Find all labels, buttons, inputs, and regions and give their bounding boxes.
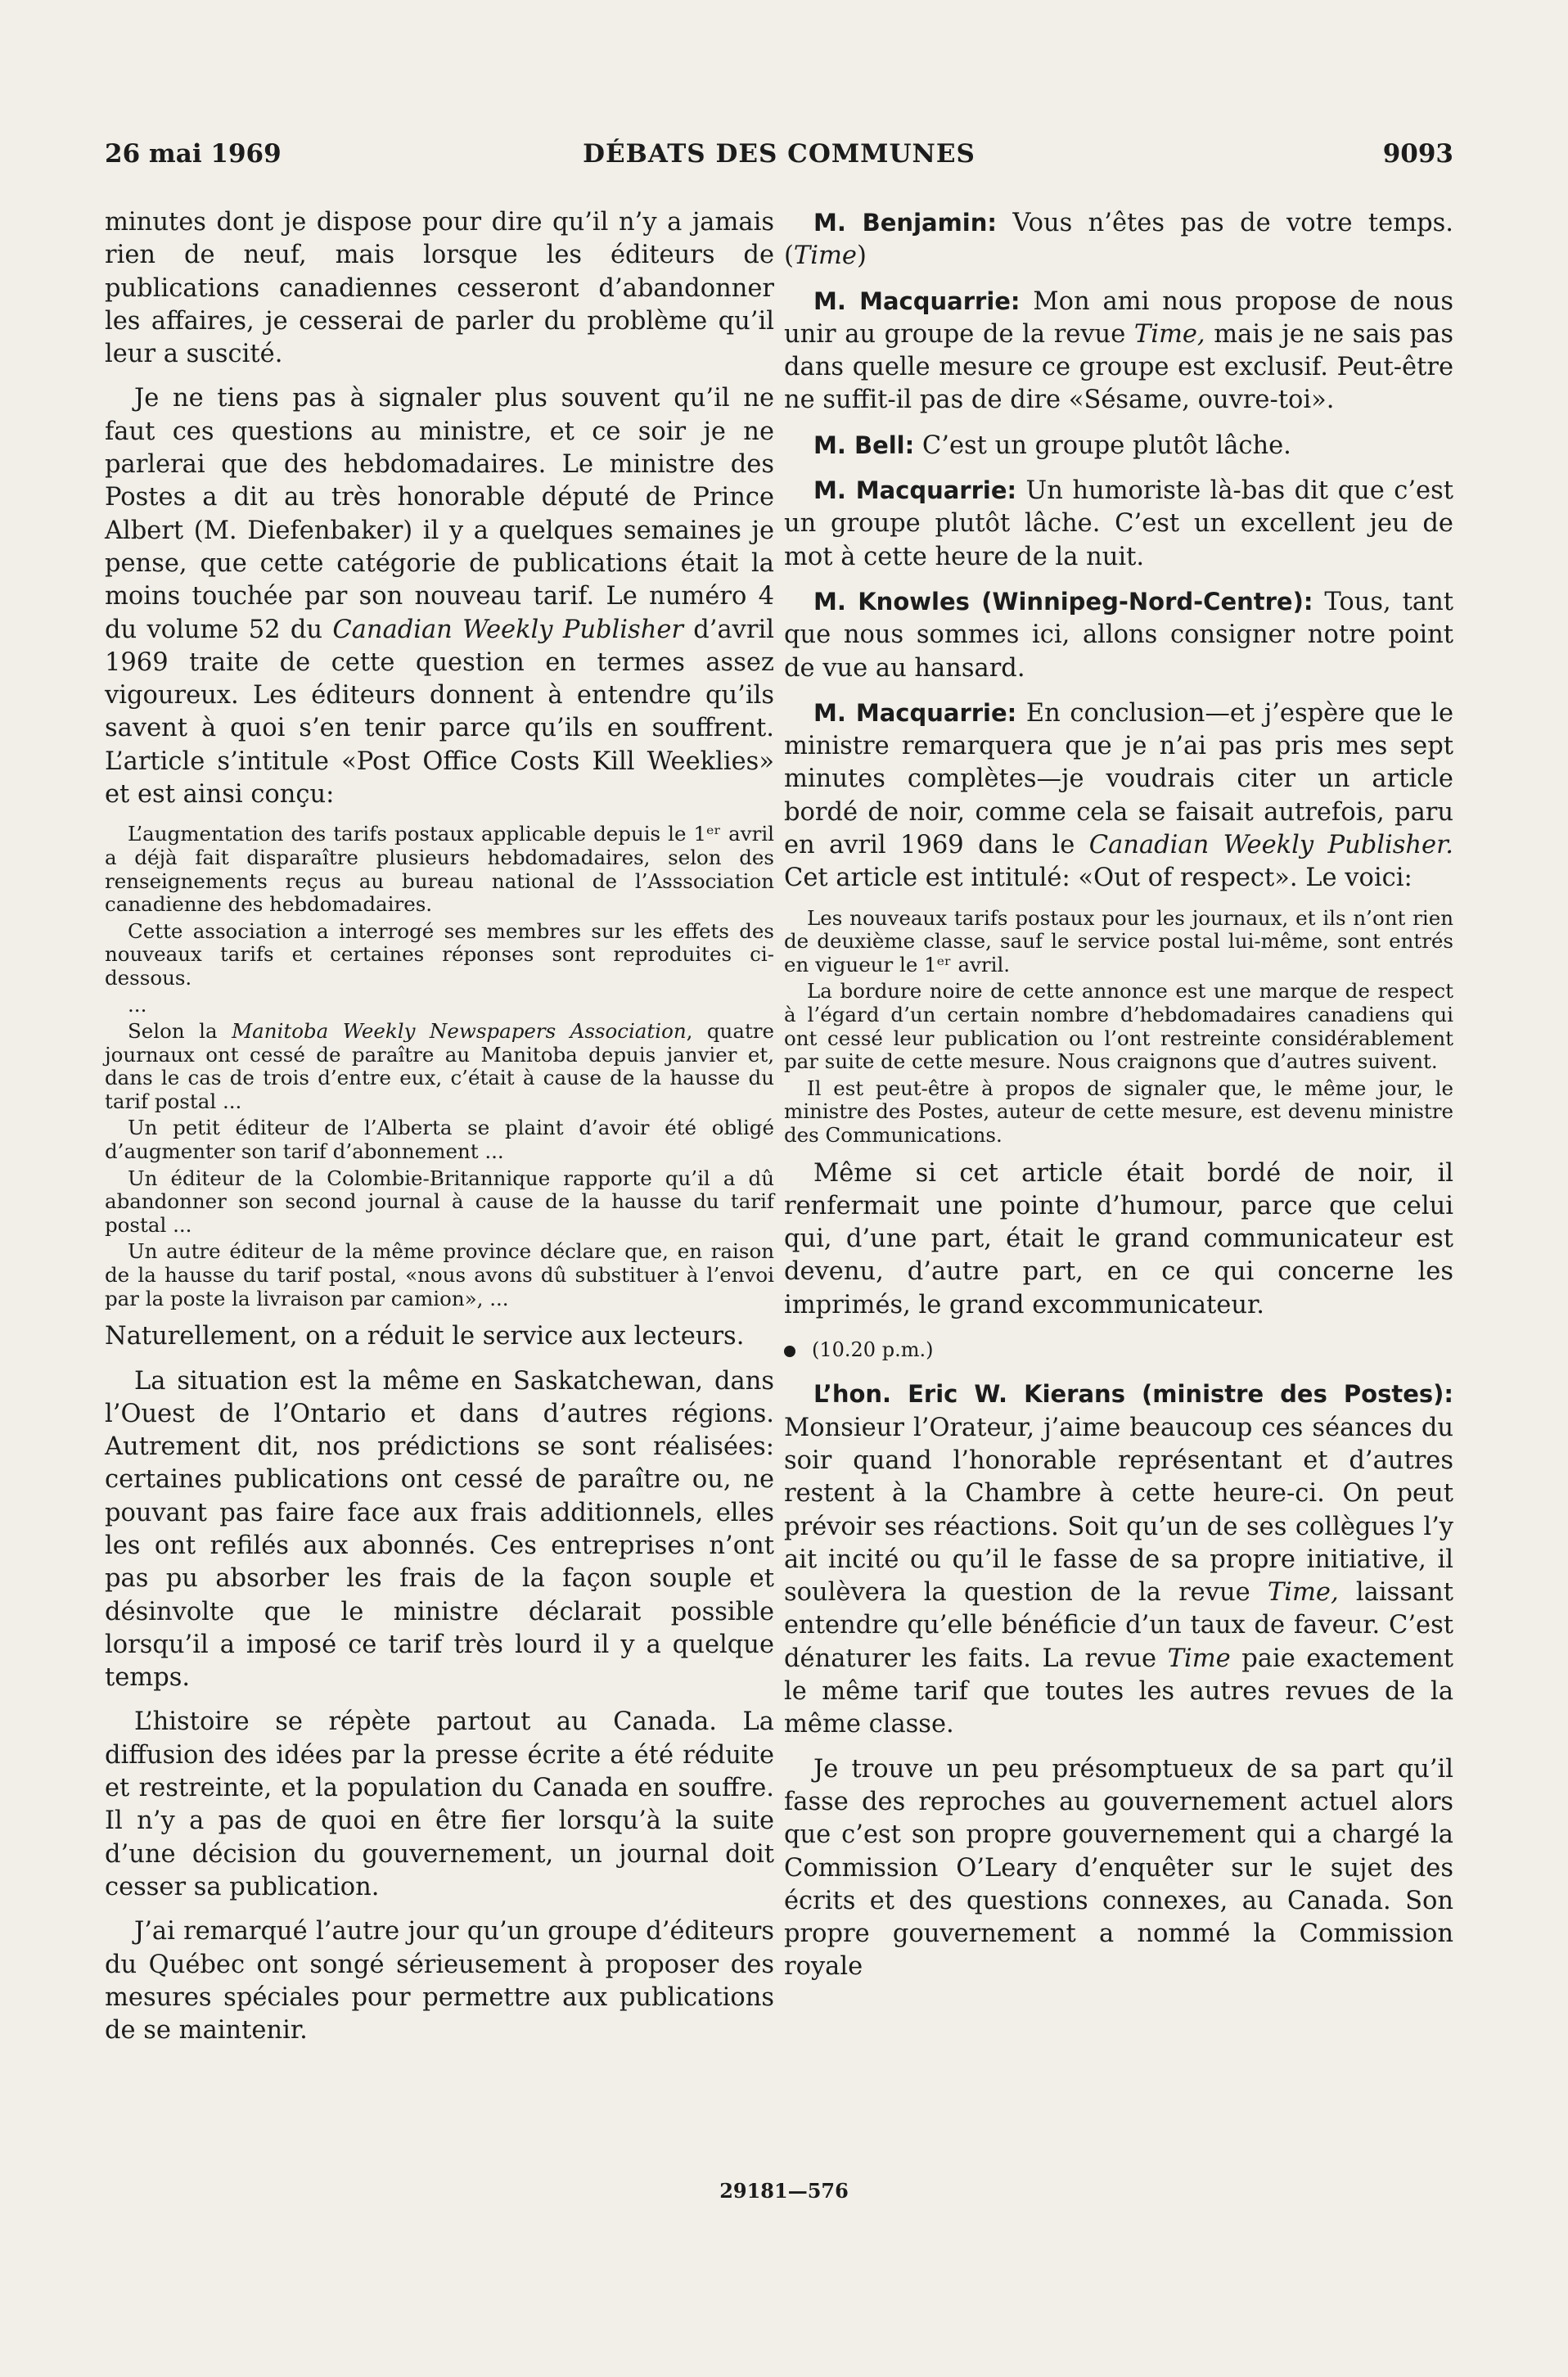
paragraph: Même si cet article était bordé de noir, il renfermait une pointe d’humour, parce que celui qui, d’une part, était le grand communicateur est devenu, d’autre part, en ce qui concerne les imprimés, le grand excommunicateur.: [784, 1158, 1453, 1319]
time-stamp: [784, 1333, 1453, 1366]
quote-paragraph: Cette association a interrogé ses membres sur les effets des nouveaux tarifs et certaines réponses sont reproduites ci-dessous.: [105, 918, 774, 990]
quote-paragraph: [105, 1020, 774, 1113]
speech: [784, 429, 1453, 462]
paragraph: Je trouve un peu présomptueux de sa part qu’il fasse des reproches au gouvernement actuel alors que c’est son propre gouvernement qui a chargé la Commission O’Leary d’enquêter sur le sujet des écrits et des questions connexes, au Canada. Son propre gouvernement a nommé la Commission royale: [784, 1754, 1453, 1982]
paragraph: L’histoire se répète partout au Canada. La diffusion des idées par la presse écrite a été réduite et restreinte, et la population du Canada en souffre. Il n’y a pas de quoi en être fier lorsqu’à la suite d’une décision du gouvernement, un journal doit cesser sa publication.: [105, 1707, 774, 1901]
text: C’est un groupe plutôt lâche.: [914, 431, 1291, 460]
speaker-name: M. Knowles (Winnipeg-Nord-Centre):: [813, 587, 1313, 616]
text: , quatre journaux ont cessé de paraître au Manitoba depuis janvier et, dans le cas de trois d’entre eux, c’était à cause de la hausse du tarif postal ...: [105, 1019, 775, 1113]
text: Je ne tiens pas à signaler plus souvent qu’il ne faut ces questions au ministre, et ce soir je ne parlerai que des hebdomadaires. Le ministre des Postes a dit au très honorable député de Prince Albert (M. Diefenbaker) il y a quelques semaines je pense, que cette catégorie de publications était la moins touchée par son nouveau tarif. Le numéro 4 du volume 52 du: [105, 384, 774, 644]
quote-paragraph: Un petit éditeur de l’Alberta se plaint d’avoir été obligé d’augmenter son tarif d’abonnement ...: [105, 1116, 774, 1164]
header-date: 26 mai 1969: [105, 139, 282, 169]
time-text: (10.20 p.m.): [812, 1338, 934, 1362]
bullet-icon: [784, 1346, 795, 1357]
text: Monsieur l’Orateur, j’aime beaucoup ces séances du soir quand l’honorable représentant et d’autres restent à la Chambre à cette heure-ci. On peut prévoir ses réactions. Soit qu’un de ses collègues l’y ait incité ou qu’il le fasse de sa propre initiative, il soulèvera la question de la revue: [784, 1413, 1453, 1608]
speaker-name: L’hon. Eric W. Kierans (ministre des Postes):: [813, 1380, 1453, 1409]
quote-paragraph: Il est peut-être à propos de signaler que, le même jour, le ministre des Postes, auteur de cette mesure, est devenu ministre des Communications.: [784, 1076, 1453, 1147]
quote-paragraph: Les nouveaux tarifs postaux pour les journaux, et ils n’ont rien de deuxième classe, sauf le service postal lui-même, sont entrés en vigueur le 1ᵉʳ avril.: [784, 905, 1453, 977]
block-quote: [105, 823, 774, 1310]
quote-paragraph: Un éditeur de la Colombie-Britannique rapporte qu’il a dû abandonner son second journal à cause de la hausse du tarif postal ...: [105, 1166, 774, 1237]
speech: [784, 585, 1453, 685]
page-footer-code: 29181—576: [719, 2179, 849, 2203]
paragraph: J’ai remarqué l’autre jour qu’un groupe d’éditeurs du Québec ont songé sérieusement à proposer des mesures spéciales pour permettre aux publications de se maintenir.: [105, 1917, 774, 2045]
header-title: DÉBATS DES COMMUNES: [583, 139, 975, 169]
publication-title: Canadian Weekly Publisher.: [1088, 831, 1453, 860]
paragraph: Naturellement, on a réduit le service aux lecteurs.: [105, 1322, 745, 1351]
quote-paragraph: L’augmentation des tarifs postaux applicable depuis le 1ᵉʳ avril a déjà fait disparaître plusieurs hebdomadaires, selon des renseignements reçus au bureau national de l’Asssociation canadienne des hebdomadaires.: [105, 822, 774, 917]
speaker-name: M. Macquarrie:: [813, 698, 1017, 727]
text: paie exactement le même tarif que toutes les autres revues de la même classe.: [784, 1644, 1453, 1739]
publication-title: Time: [1167, 1644, 1231, 1673]
header-page-number: 9093: [1382, 139, 1453, 169]
publication-title: Time,: [1267, 1578, 1339, 1608]
speech: [784, 1378, 1453, 1741]
paragraph: La situation est la même en Saskatchewan, dans l’Ouest de l’Ontario et dans d’autres régions. Autrement dit, nos prédictions se sont réalisées: certaines publications ont cessé de paraître ou, ne pouvant pas faire face aux frais additionnels, elles les ont refilés aux abonnés. Ces entreprises n’ont pas pu absorber les frais de la façon souple et désinvolte que le ministre déclarait possible lorsqu’il a imposé ce tarif très lourd il y a quelque temps.: [105, 1366, 774, 1693]
text: d’avril 1969 traite de cette question en termes assez vigoureux. Les éditeurs donnent à entendre qu’ils savent à quoi s’en tenir parce qu’ils en souffrent. L’article s’intitule «Post Office Costs Kill Weeklies» et est ainsi conçu:: [105, 615, 774, 810]
text: mais je ne sais pas dans quelle mesure ce groupe est exclusif. Peut-être ne suffit-il pas de dire «Sésame, ouvre-toi».: [784, 319, 1453, 415]
right-column: [784, 206, 1453, 1996]
publication-title: Time: [793, 241, 857, 271]
paragraph: minutes dont je dispose pour dire qu’il n’y a jamais rien de neuf, mais lorsque les éditeurs de publications canadiennes cesseront d’abandonner les affaires, je cesserai de parler du problème qu’il leur a suscité.: [105, 208, 774, 369]
speech: [784, 474, 1453, 574]
organization-name: Manitoba Weekly Newspapers Association: [232, 1019, 687, 1044]
text: Tous, tant que nous sommes ici, allons consigner notre point de vue au hansard.: [784, 587, 1453, 683]
text: ): [856, 241, 867, 271]
paragraph: [105, 382, 774, 811]
speech: [784, 285, 1453, 417]
text: laissant entendre qu’elle bénéficie d’un taux de faveur. C’est dénaturer les faits. La revue: [784, 1578, 1453, 1673]
publication-title: Canadian Weekly Publisher: [332, 615, 683, 644]
speech: [784, 206, 1453, 273]
publication-title: Time,: [1133, 319, 1205, 349]
text: Vous n’êtes pas de votre temps. (: [784, 209, 1453, 271]
quote-paragraph: La bordure noire de cette annonce est une marque de respect à l’égard d’un certain nombre d’hebdomadaires canadiens qui ont cessé leur publication ou l’ont restreinte considérablement par suite de cette mesure. Nous craignons que d’autres suivent.: [784, 979, 1453, 1074]
text: Un humoriste là-bas dit que c’est un groupe plutôt lâche. C’est un excellent jeu de mot à cette heure de la nuit.: [784, 476, 1453, 571]
quote-ellipsis: ...: [128, 992, 147, 1017]
text: En conclusion—et j’espère que le ministre remarquera que je n’ai pas pris mes sept minutes complètes—je voudrais citer un article bordé de noir, comme cela se faisait autrefois, paru en avril 1969 dans le: [784, 698, 1454, 860]
block-quote: [784, 907, 1453, 1148]
quote-paragraph: Un autre éditeur de la même province déclare que, en raison de la hausse du tarif postal, «nous avons dû substituer à l’envoi par la poste la livraison par camion», ...: [105, 1239, 774, 1310]
speech: [784, 697, 1453, 895]
speaker-name: M. Macquarrie:: [813, 476, 1017, 505]
speaker-name: M. Benjamin:: [813, 209, 997, 237]
page-header: [105, 139, 1453, 182]
text: Mon ami nous propose de nous unir au groupe de la revue: [784, 286, 1454, 349]
text: Selon la: [128, 1019, 232, 1044]
speaker-name: M. Macquarrie:: [813, 286, 1021, 315]
text: Cet article est intitulé: «Out of respect». Le voici:: [784, 864, 1413, 893]
speaker-name: M. Bell:: [813, 431, 915, 459]
left-column: [105, 206, 774, 2059]
